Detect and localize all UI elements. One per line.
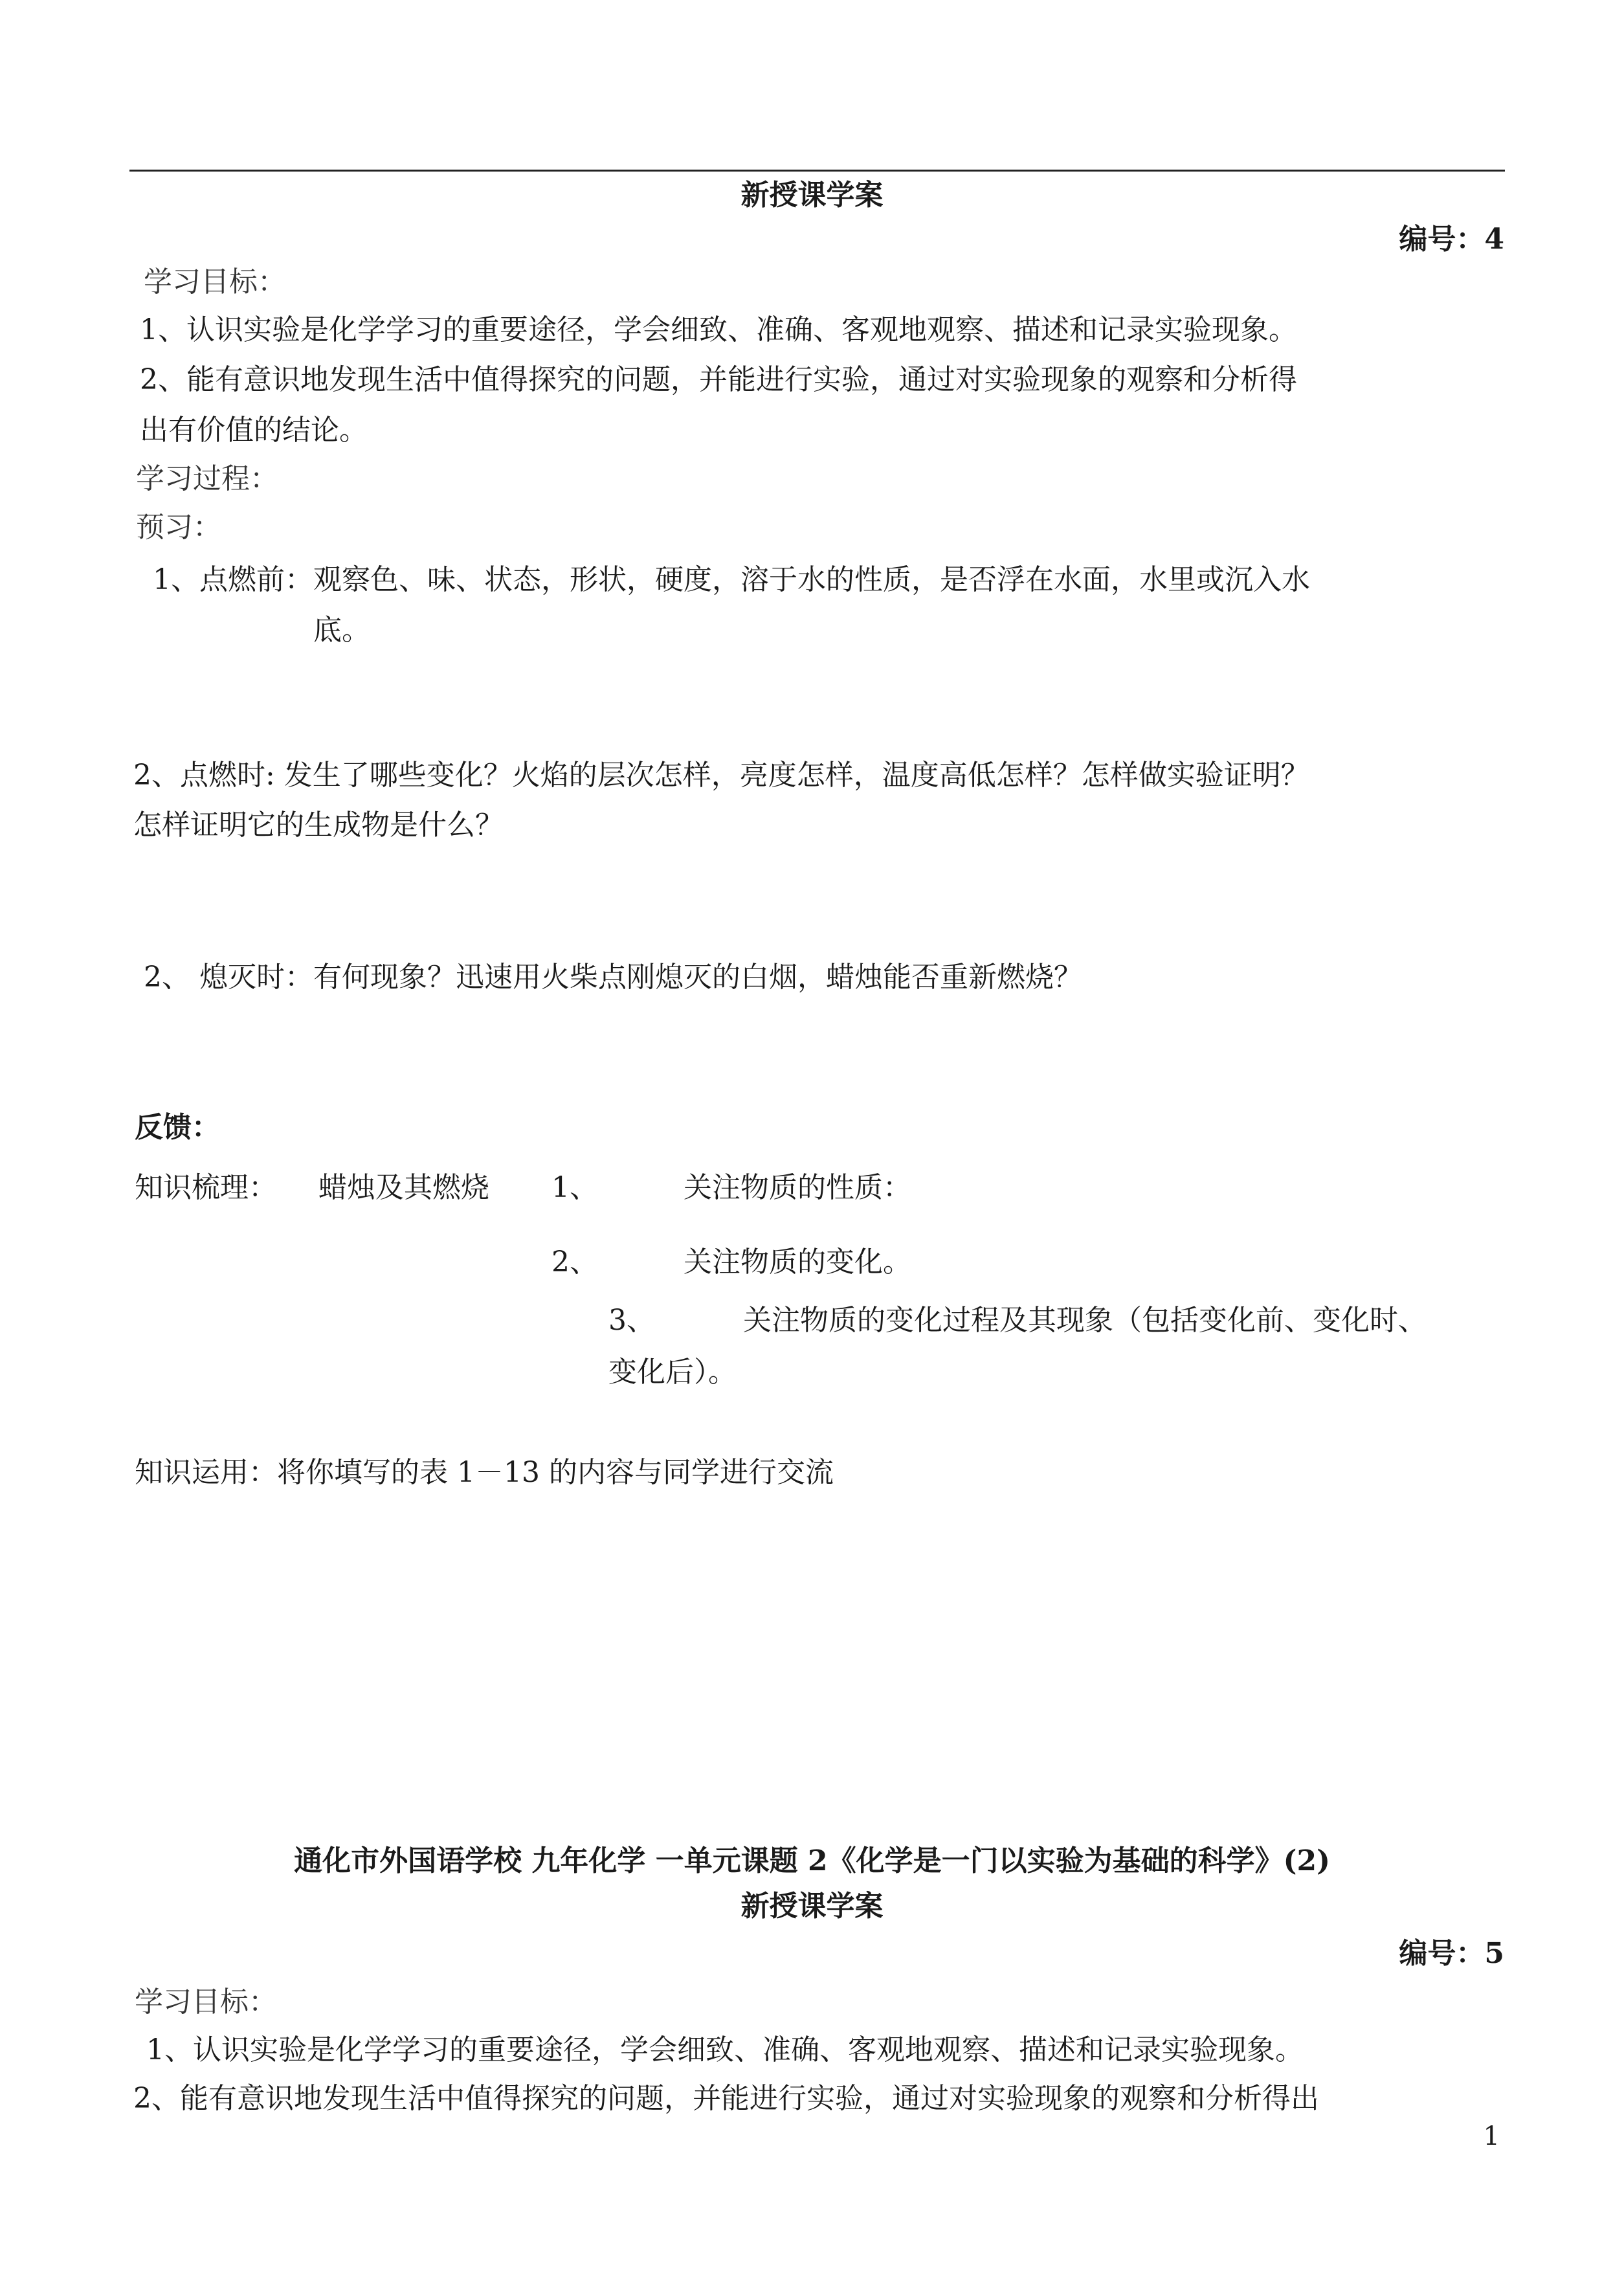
section1-knowledge-label: 知识梳理：: [135, 1171, 277, 1204]
section2-number: 编号：5: [1399, 1937, 1504, 1970]
section1-preview-heading: 预习：: [136, 511, 221, 544]
section1-point-1-text: 关注物质的性质：: [684, 1171, 911, 1204]
section1-objective-1: 1、认识实验是化学学习的重要途径，学会细致、准确、客观地观察、描述和记录实验现象。: [140, 313, 1297, 346]
page-number: 1: [1483, 2121, 1500, 2151]
section2-objectives-heading: 学习目标：: [135, 1985, 277, 2019]
section1-preview-1-line2: 底。: [313, 614, 370, 647]
section1-application: 知识运用：将你填写的表 1－13 的内容与同学进行交流: [135, 1456, 834, 1489]
section2-title: 新授课学案: [740, 1890, 884, 1923]
header-rule: [129, 170, 1505, 172]
section1-feedback-heading: 反馈：: [135, 1111, 220, 1144]
section2-objective-1: 1、认识实验是化学学习的重要途径，学会细致、准确、客观地观察、描述和记录实验现象。: [146, 2033, 1304, 2066]
section1-preview-2-line1: 2、点燃时: 发生了哪些变化？火焰的层次怎样，亮度怎样，温度高低怎样？怎样做实验证明？: [133, 759, 1309, 792]
section1-preview-1-line1: 1、点燃前：观察色、味、状态，形状，硬度，溶于水的性质，是否浮在水面，水里或沉入水: [153, 563, 1310, 596]
section1-point-3-line2: 变化后）。: [608, 1356, 737, 1389]
section1-knowledge-topic: 蜡烛及其燃烧: [318, 1171, 489, 1204]
section1-point-3-text: 关注物质的变化过程及其现象（包括变化前、变化时、: [743, 1304, 1427, 1337]
section1-objective-2-line1: 2、能有意识地发现生活中值得探究的问题，并能进行实验，通过对实验现象的观察和分析得: [140, 363, 1297, 396]
section1-point-2-num: 2、: [551, 1246, 598, 1279]
section1-point-2-text: 关注物质的变化。: [684, 1246, 911, 1279]
section1-number: 编号：4: [1399, 223, 1504, 256]
section1-preview-2-line2: 怎样证明它的生成物是什么？: [133, 809, 504, 842]
section1-point-3-num: 3、: [608, 1304, 655, 1337]
section1-point-1-num: 1、: [551, 1171, 598, 1204]
section1-objectives-heading: 学习目标：: [144, 265, 286, 298]
section2-school-title: 通化市外国语学校 九年化学 一单元课题 2《化学是一门以实验为基础的科学》(2): [294, 1844, 1330, 1877]
section1-objective-2-line2: 出有价值的结论。: [140, 414, 368, 447]
section1-process-heading: 学习过程：: [136, 462, 278, 495]
section1-preview-3: 2、 熄灭时：有何现象？迅速用火柴点刚熄灭的白烟，蜡烛能否重新燃烧？: [144, 961, 1082, 994]
section2-objective-2-line1: 2、能有意识地发现生活中值得探究的问题，并能进行实验，通过对实验现象的观察和分析得出: [133, 2082, 1319, 2115]
section1-title: 新授课学案: [740, 179, 884, 212]
